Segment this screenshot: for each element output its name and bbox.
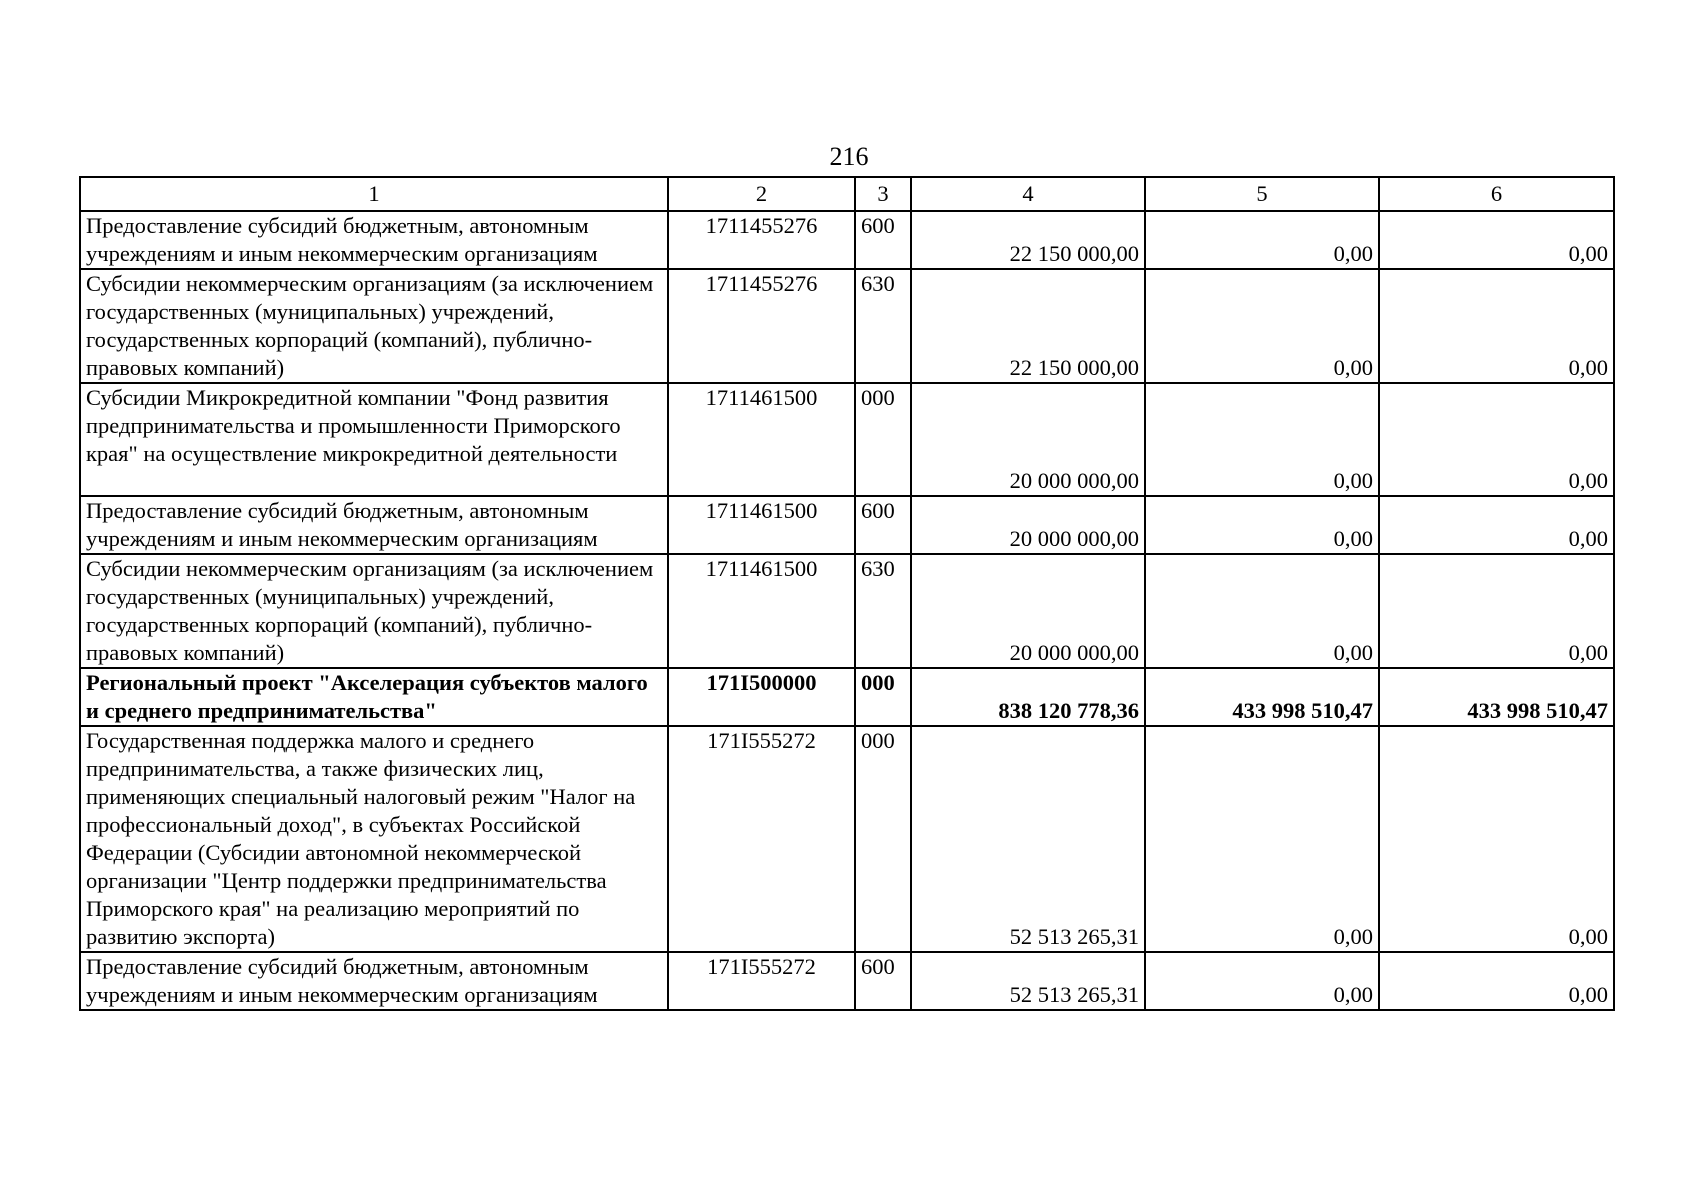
- table-row: [80, 383, 1614, 496]
- row-amount-col4: 52 513 265,31: [911, 726, 1145, 952]
- column-header: 6: [1379, 177, 1614, 211]
- row-amount-col6: 0,00: [1379, 952, 1614, 1010]
- row-amount-col6: 0,00: [1379, 726, 1614, 952]
- row-amount-col4: 20 000 000,00: [911, 554, 1145, 668]
- row-name: Предоставление субсидий бюджетным, автономным учреждениям и иным некоммерческим организациям: [80, 496, 668, 554]
- table-row: [80, 496, 1614, 554]
- row-code: 1711461500: [668, 383, 855, 496]
- row-type: 000: [855, 668, 911, 726]
- row-code: 1711461500: [668, 496, 855, 554]
- row-type: 600: [855, 496, 911, 554]
- row-amount-col5: 0,00: [1145, 952, 1379, 1010]
- row-amount-col6: 0,00: [1379, 269, 1614, 383]
- row-type: 630: [855, 269, 911, 383]
- row-code: 1711455276: [668, 211, 855, 269]
- row-name: Государственная поддержка малого и среднего предпринимательства, а также физических лиц, применяющих специальный налоговый режим "Налог на профессиональный доход", в субъектах Российской Федерации (Субсидии автономной некоммерческой организации "Центр поддержки предпринимательства Приморского края" на реализацию мероприятий по развитию экспорта): [80, 726, 668, 952]
- row-amount-col6: 0,00: [1379, 211, 1614, 269]
- row-amount-col5: 0,00: [1145, 211, 1379, 269]
- row-amount-col5: 0,00: [1145, 554, 1379, 668]
- table-row: [80, 952, 1614, 1010]
- row-name: Субсидии некоммерческим организациям (за исключением государственных (муниципальных) учреждений, государственных корпораций (компаний), публично-правовых компаний): [80, 269, 668, 383]
- row-amount-col6: 0,00: [1379, 496, 1614, 554]
- row-name: Региональный проект "Акселерация субъектов малого и среднего предпринимательства": [80, 668, 668, 726]
- budget-table: [79, 176, 1615, 1011]
- row-name: Предоставление субсидий бюджетным, автономным учреждениям и иным некоммерческим организациям: [80, 952, 668, 1010]
- row-amount-col6: 0,00: [1379, 383, 1614, 496]
- table-row: [80, 269, 1614, 383]
- row-amount-col4: 22 150 000,00: [911, 211, 1145, 269]
- row-type: 000: [855, 383, 911, 496]
- row-amount-col4: 838 120 778,36: [911, 668, 1145, 726]
- row-amount-col5: 0,00: [1145, 726, 1379, 952]
- row-amount-col5: 433 998 510,47: [1145, 668, 1379, 726]
- row-amount-col4: 52 513 265,31: [911, 952, 1145, 1010]
- row-code: 1711455276: [668, 269, 855, 383]
- row-type: 000: [855, 726, 911, 952]
- row-code: 171I555272: [668, 952, 855, 1010]
- column-header: 4: [911, 177, 1145, 211]
- row-code: 171I500000: [668, 668, 855, 726]
- row-name: Предоставление субсидий бюджетным, автономным учреждениям и иным некоммерческим организациям: [80, 211, 668, 269]
- column-header: 3: [855, 177, 911, 211]
- table-row: [80, 211, 1614, 269]
- row-amount-col5: 0,00: [1145, 496, 1379, 554]
- column-header-row: [80, 177, 1614, 211]
- column-header: 1: [80, 177, 668, 211]
- row-type: 600: [855, 211, 911, 269]
- row-name: Субсидии Микрокредитной компании "Фонд развития предпринимательства и промышленности Приморского края" на осуществление микрокредитной деятельности: [80, 383, 668, 496]
- row-code: 171I555272: [668, 726, 855, 952]
- table-row-project: [80, 668, 1614, 726]
- row-type: 630: [855, 554, 911, 668]
- row-amount-col6: 433 998 510,47: [1379, 668, 1614, 726]
- row-name: Субсидии некоммерческим организациям (за исключением государственных (муниципальных) учреждений, государственных корпораций (компаний), публично-правовых компаний): [80, 554, 668, 668]
- column-header: 2: [668, 177, 855, 211]
- table-row: [80, 726, 1614, 952]
- row-amount-col4: 22 150 000,00: [911, 269, 1145, 383]
- column-header: 5: [1145, 177, 1379, 211]
- row-amount-col4: 20 000 000,00: [911, 496, 1145, 554]
- row-amount-col6: 0,00: [1379, 554, 1614, 668]
- row-amount-col5: 0,00: [1145, 269, 1379, 383]
- row-type: 600: [855, 952, 911, 1010]
- table-row: [80, 554, 1614, 668]
- row-amount-col4: 20 000 000,00: [911, 383, 1145, 496]
- page-number: 216: [829, 142, 869, 171]
- row-code: 1711461500: [668, 554, 855, 668]
- row-amount-col5: 0,00: [1145, 383, 1379, 496]
